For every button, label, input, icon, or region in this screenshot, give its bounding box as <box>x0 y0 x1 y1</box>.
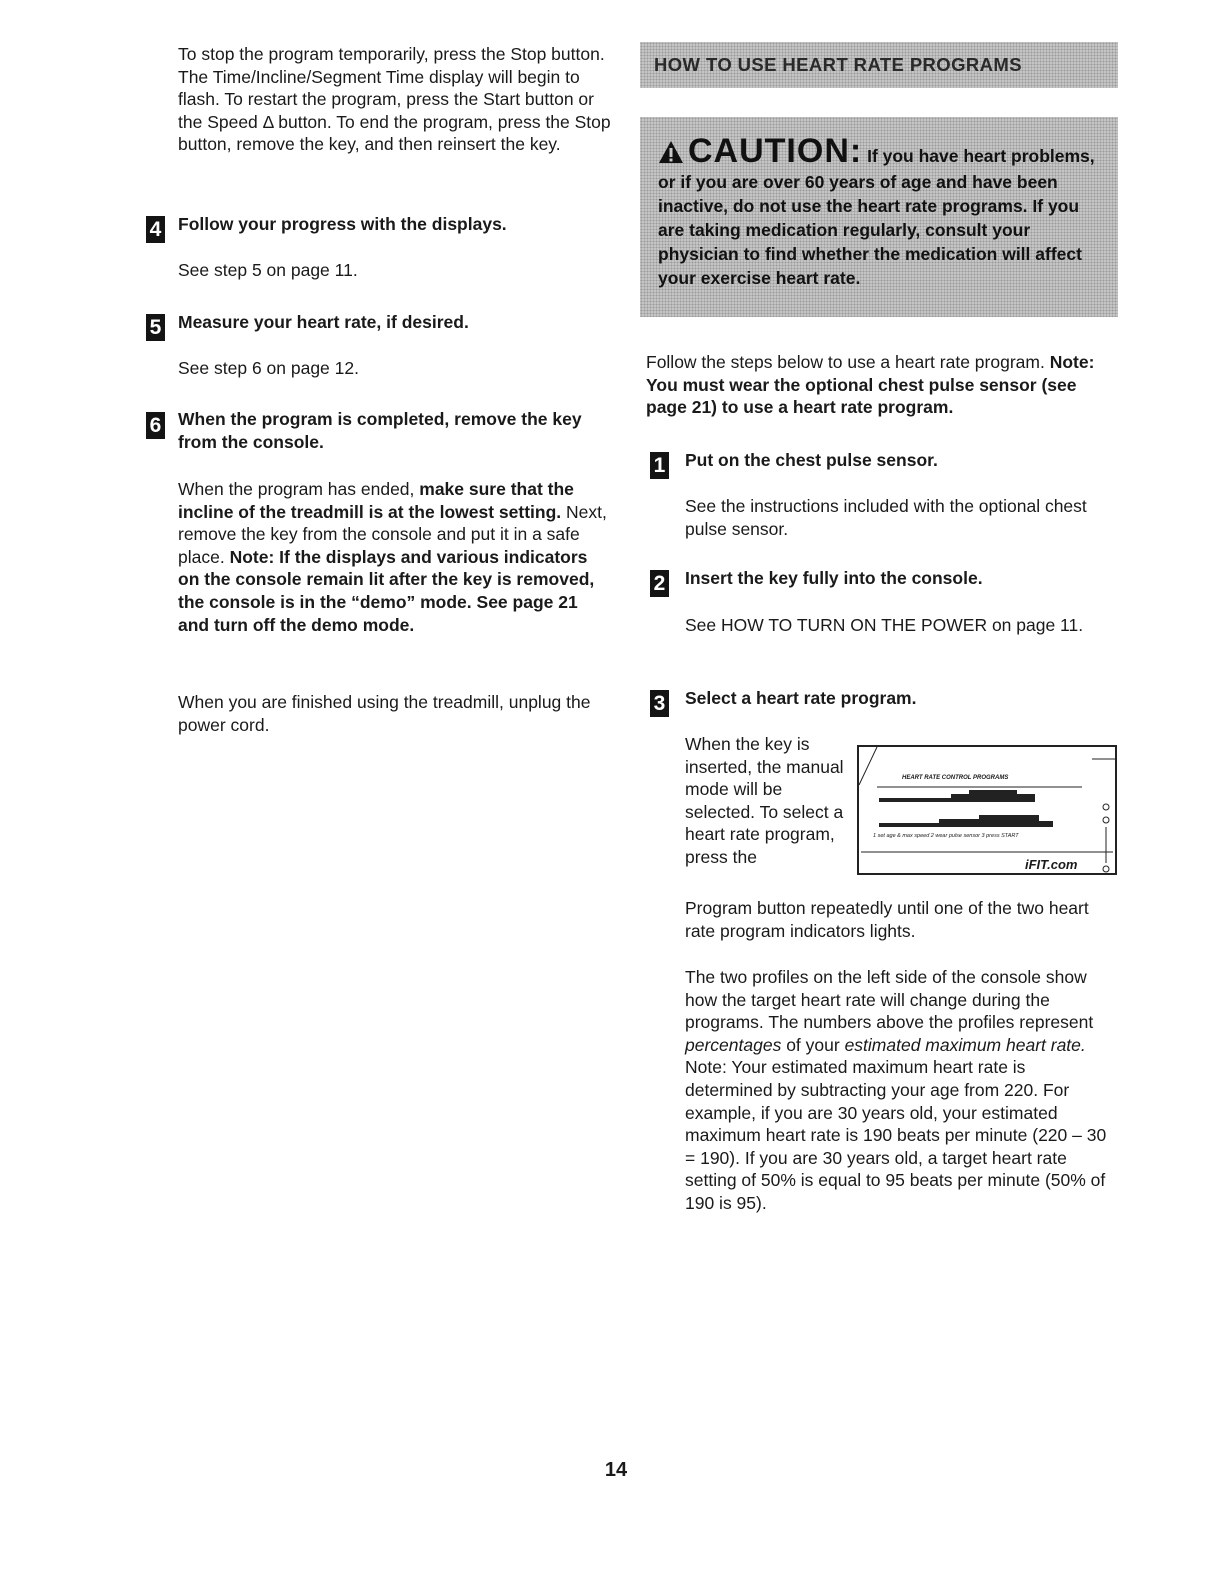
caution-text <box>658 132 1103 290</box>
section-heading: HOW TO USE HEART RATE PROGRAMS <box>654 54 1022 75</box>
step-1-badge: 1 <box>650 452 669 479</box>
step-4-badge: 4 <box>146 216 165 243</box>
step-4-body: See step 5 on page 11. <box>178 260 358 280</box>
step-6-badge: 6 <box>146 412 165 439</box>
step-5-title: Measure your heart rate, if desired. <box>178 312 469 332</box>
console-illustration <box>857 745 1117 875</box>
page-number: 14 <box>604 1459 628 1481</box>
caution-body: If you have heart problems, or if you are over 60 years of age and have been inactive, do not use the heart rate programs. If you are taking medication regularly, consult your physician to find whether the medication will affect your exercise heart rate. <box>658 146 1095 288</box>
step-2-title: Insert the key fully into the console. <box>685 568 983 588</box>
caution-box <box>640 117 1118 317</box>
step-3-body-wrap: When the key is inserted, the manual mode will be selected. To select a heart rate program, press the <box>685 734 844 867</box>
step-3-badge: 3 <box>650 690 669 717</box>
step-3-body-rest: Program button repeatedly until one of the two heart rate program indicators lights. <box>685 898 1089 941</box>
step-3-title: Select a heart rate program. <box>685 688 917 708</box>
step-1-title: Put on the chest pulse sensor. <box>685 450 938 470</box>
step-2-badge: 2 <box>650 570 669 597</box>
warning-icon <box>658 140 684 170</box>
intro-paragraph: To stop the program temporarily, press the Stop button. The Time/Incline/Segment Time display will begin to flash. To restart the program, press the Start button or the Speed Δ button. To end the program, press the Stop button, remove the key, and then reinsert the key. <box>178 44 611 155</box>
heart-rate-intro: Follow the steps below to use a heart rate program. Note: You must wear the optional chest pulse sensor (see page 21) to use a heart rate program. <box>646 352 1095 418</box>
figure-watermark: iFIT.com <box>1025 857 1078 872</box>
step-6-body: When the program has ended, make sure that the incline of the treadmill is at the lowest setting. Next, remove the key from the console and put it in a safe place. Note: If the displays and various indicators on the console remain lit after the key is removed, the console is in the “demo” mode. See page 21 and turn off the demo mode. <box>178 479 607 635</box>
step-2-body: See HOW TO TURN ON THE POWER on page 11. <box>685 615 1084 635</box>
step-4-title: Follow your progress with the displays. <box>178 214 507 234</box>
profiles-paragraph: The two profiles on the left side of the console show how the target heart rate will change during the programs. The numbers above the profiles represent percentages of your estimated maximum heart rate. Note: Your estimated maximum heart rate is determined by subtracting your age from 220. For example, if you are 30 years old, your estimated maximum heart rate is 190 beats per minute (220 – 30 = 190). If you are 30 years old, a target heart rate setting of 50% is equal to 95 beats per minute (50% of 190 is 95). <box>685 967 1107 1213</box>
caution-word: CAUTION: <box>688 132 863 170</box>
step-5-body: See step 6 on page 12. <box>178 358 359 378</box>
unplug-paragraph: When you are finished using the treadmill, unplug the power cord. <box>178 692 591 735</box>
step-6-title: When the program is completed, remove the key from the console. <box>178 409 582 452</box>
step-5-badge: 5 <box>146 314 165 341</box>
figure-label: HEART RATE CONTROL PROGRAMS <box>902 775 1009 781</box>
section-heading-box <box>640 42 1118 88</box>
step-1-body: See the instructions included with the optional chest pulse sensor. <box>685 496 1087 539</box>
figure-instructions: 1 set age & max speed 2 wear pulse sensor 3 press START <box>873 833 1019 839</box>
